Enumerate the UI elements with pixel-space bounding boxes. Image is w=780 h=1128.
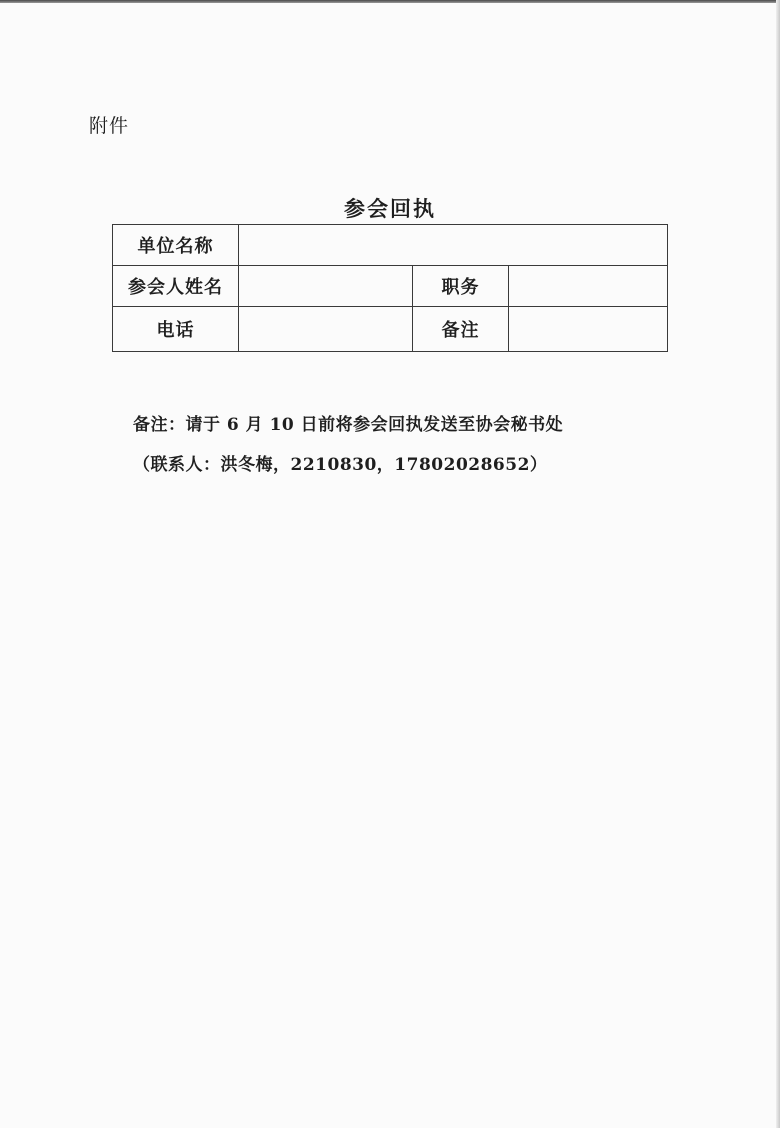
table-row-attendee	[113, 266, 668, 307]
notes-block	[133, 405, 563, 485]
position-field[interactable]	[509, 266, 668, 307]
phone-field[interactable]	[239, 307, 413, 352]
unit-name-field[interactable]	[239, 225, 668, 266]
notes-deadline: 备注：请于 6 月 10 日前将参会回执发送至协会秘书处	[133, 415, 564, 435]
page-top-edge	[0, 0, 780, 3]
notes-contact: （联系人：洪冬梅，2210830，17802028652）	[133, 455, 548, 475]
remarks-field[interactable]	[509, 307, 668, 352]
table-row-phone	[113, 307, 668, 352]
remarks-label: 备注	[413, 307, 509, 352]
unit-name-label: 单位名称	[113, 225, 239, 266]
document-title: 参会回执	[344, 196, 436, 221]
position-label: 职务	[413, 266, 509, 307]
attendee-name-label: 参会人姓名	[113, 266, 239, 307]
phone-label: 电话	[113, 307, 239, 352]
attachment-label: 附件	[89, 115, 130, 137]
table-row-unit	[113, 225, 668, 266]
page-right-edge	[776, 0, 780, 1128]
reply-form-table	[112, 224, 668, 352]
attendee-name-field[interactable]	[239, 266, 413, 307]
